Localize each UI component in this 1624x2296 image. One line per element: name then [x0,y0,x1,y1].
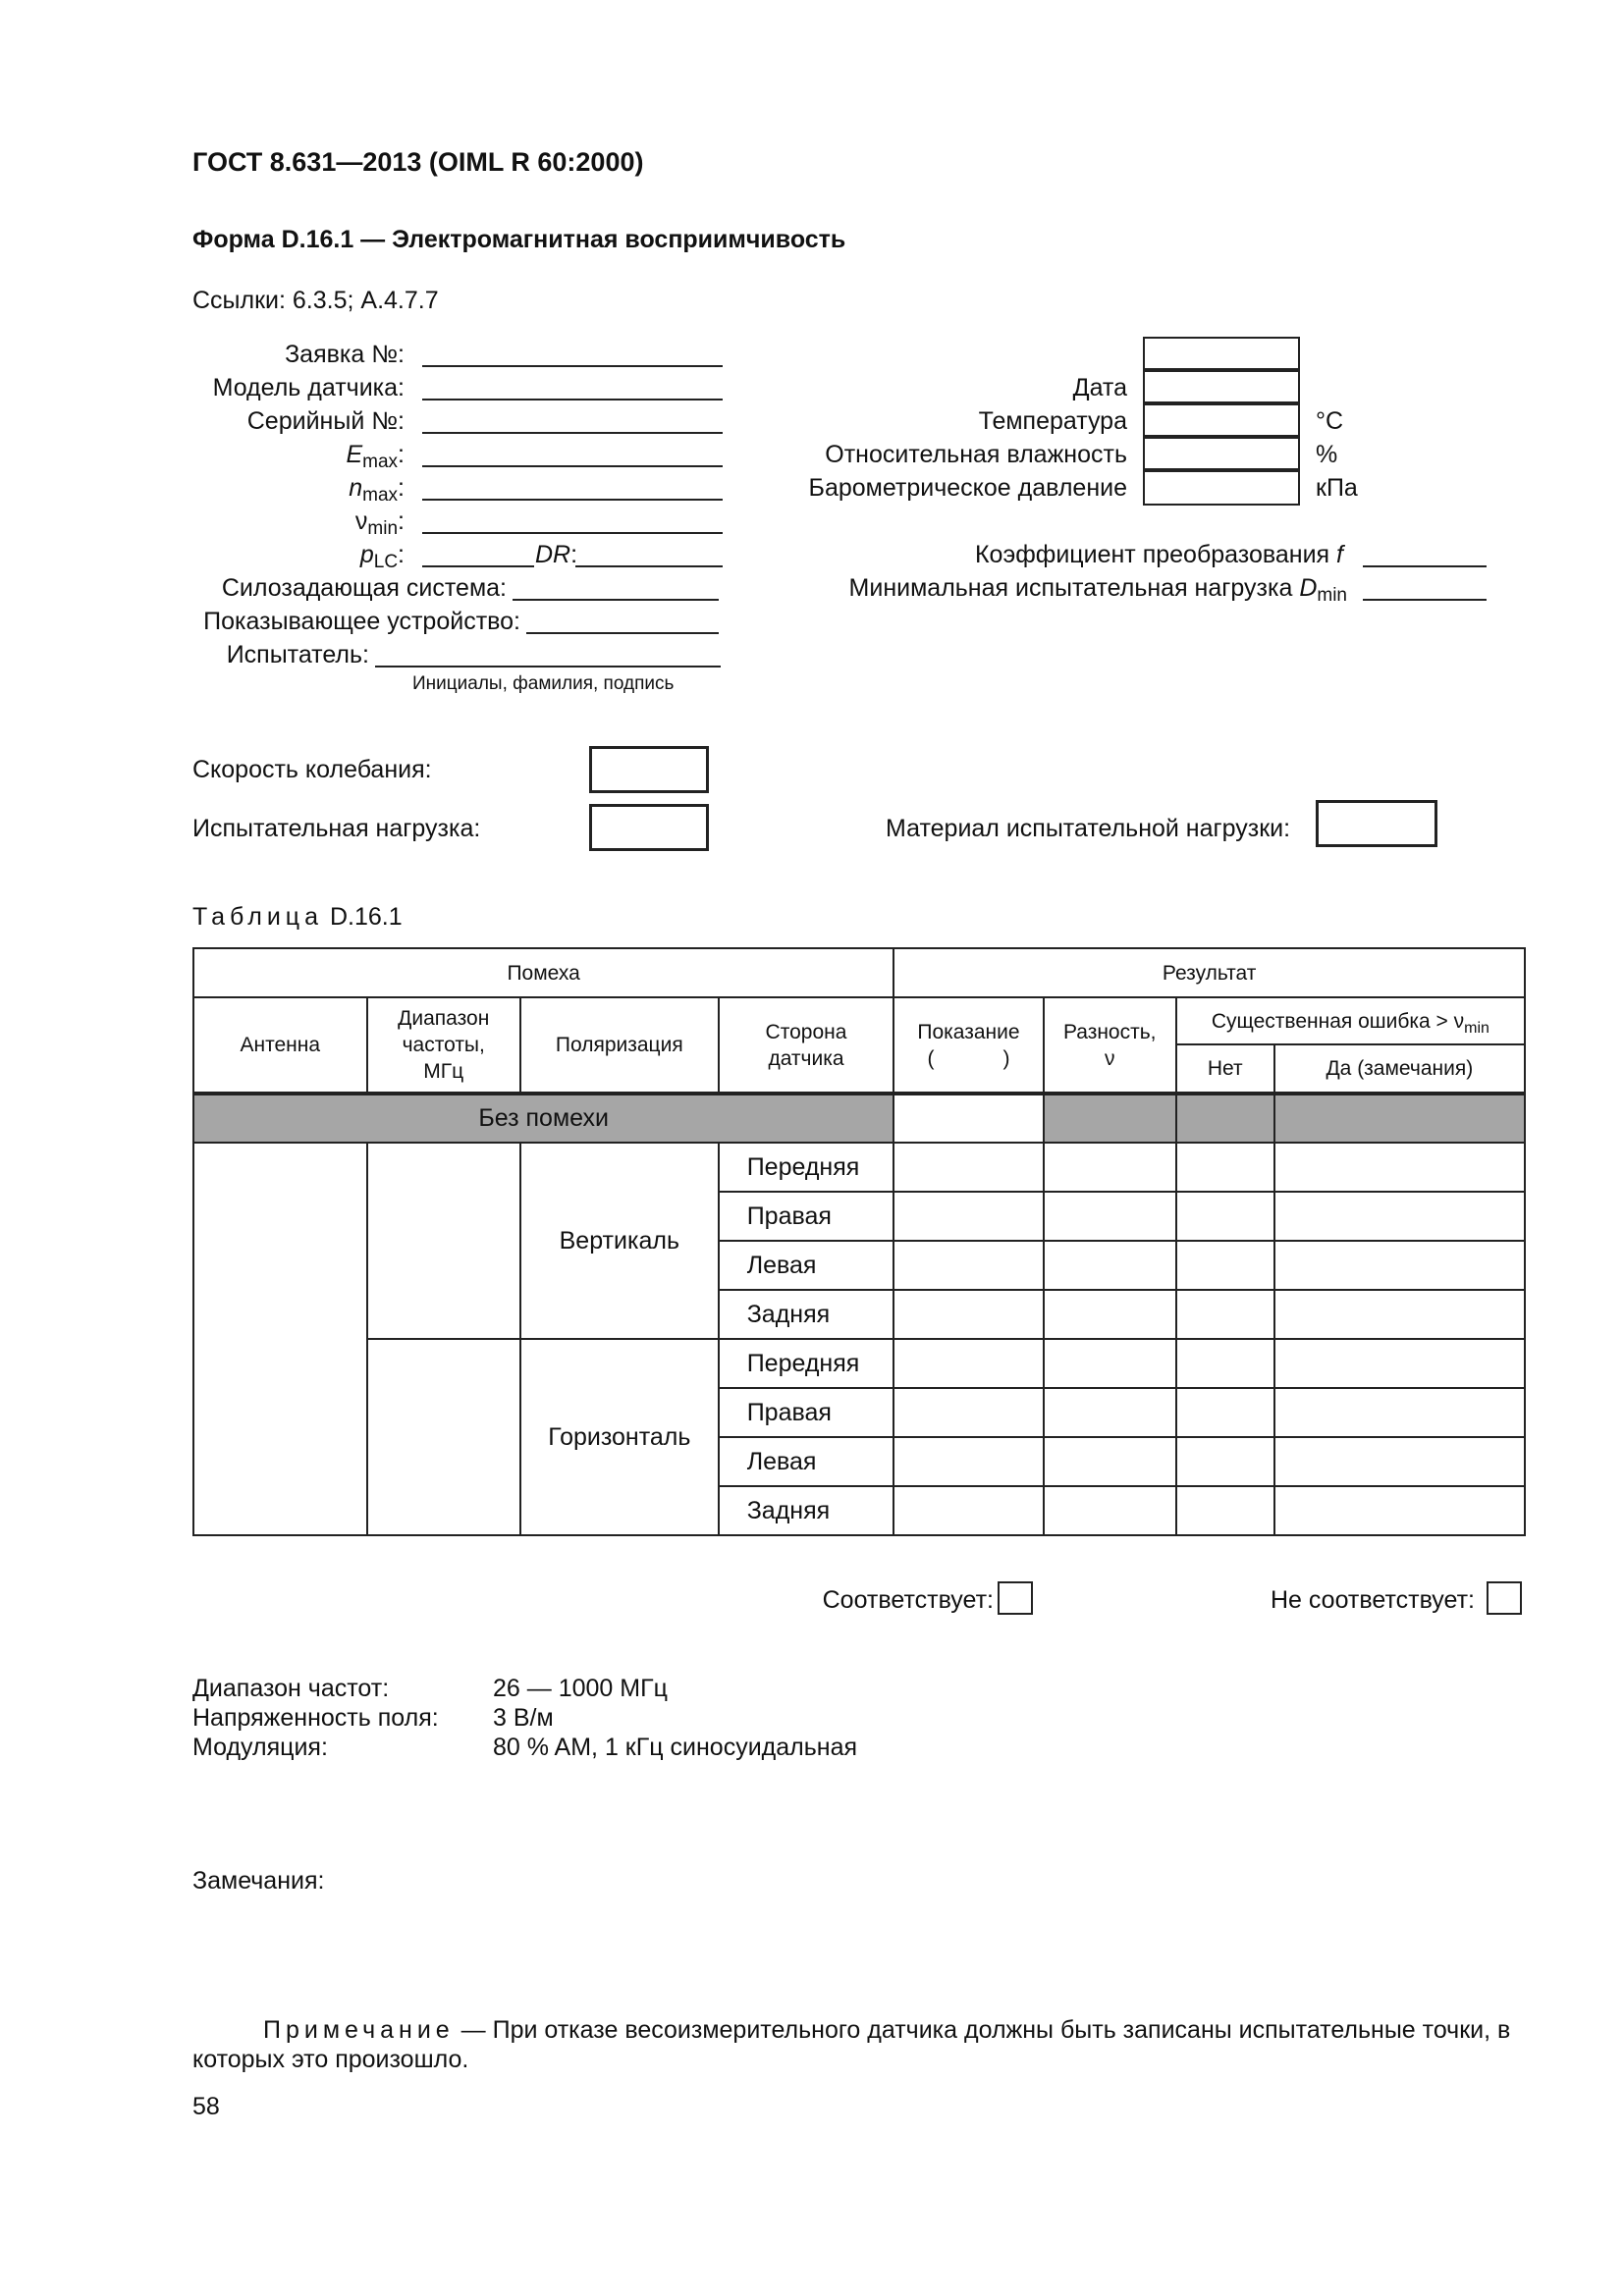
cell-gray [1044,1094,1176,1143]
cell[interactable] [1044,1241,1176,1290]
pressure-box[interactable] [1143,470,1300,506]
header-reading: Показание ( ) [893,997,1043,1094]
cell[interactable] [1176,1486,1274,1535]
cell[interactable] [1176,1290,1274,1339]
cell[interactable] [1274,1143,1525,1192]
not-complies-checkbox[interactable] [1487,1581,1522,1615]
humidity-unit: % [1316,441,1338,468]
indicator-line[interactable] [526,632,719,634]
complies-checkbox[interactable] [998,1581,1033,1615]
complies-label: Соответствует: [822,1586,994,1614]
coef-label: Коэффициент преобразования f [974,541,1343,568]
header-yes: Да (замечания) [1274,1044,1525,1094]
header-significant-error: Существенная ошибка > $\nu_{min}$ [1176,997,1525,1044]
cell[interactable] [1274,1486,1525,1535]
range-label: Диапазон частот: [192,1675,390,1702]
cell[interactable] [1176,1339,1274,1388]
tester-line[interactable] [375,666,721,667]
header-no: Нет [1176,1044,1274,1094]
vmin-label: $\nu_{min}$: [354,507,405,539]
vmin-line[interactable] [422,532,723,534]
cell-gray [1274,1094,1525,1143]
side-right: Правая [719,1192,894,1241]
temp-unit: °C [1316,407,1344,435]
references: Ссылки: 6.3.5; A.4.7.7 [192,287,439,314]
note-line-2: которых это произошло. [192,2046,469,2073]
side-front: Передняя [719,1143,894,1192]
header-side: Сторона датчика [719,997,894,1094]
humidity-label: Относительная влажность [825,441,1127,468]
cell[interactable] [1044,1388,1176,1437]
cell[interactable] [1044,1486,1176,1535]
side-front: Передняя [719,1339,894,1388]
coef-line[interactable] [1363,565,1487,567]
cell[interactable] [1044,1339,1176,1388]
pressure-unit: кПа [1316,474,1358,502]
plc-label: $p_{LC}$: [359,541,405,572]
emax-line[interactable] [422,465,723,467]
cell[interactable] [893,1388,1043,1437]
field-value: 3 В/м [493,1704,554,1732]
cell[interactable] [1044,1437,1176,1486]
header-result: Результат [893,948,1525,997]
date-label: Дата [1072,374,1127,401]
material-box[interactable] [1316,800,1437,847]
cell[interactable] [1274,1437,1525,1486]
blank-box[interactable] [1143,337,1300,370]
cell[interactable] [1044,1143,1176,1192]
range-cell[interactable] [367,1339,520,1535]
material-label: Материал испытательной нагрузки: [886,815,1291,842]
results-table [192,947,1526,1536]
model-line[interactable] [422,399,723,400]
force-line[interactable] [513,599,719,601]
force-label: Силозадающая система: [221,574,507,602]
model-label: Модель датчика: [212,374,405,401]
cell[interactable] [893,1192,1043,1241]
cell[interactable] [893,1339,1043,1388]
cell[interactable] [893,1290,1043,1339]
antenna-cell[interactable] [193,1143,367,1535]
range-value: 26 — 1000 МГц [493,1675,668,1702]
vertical-label: Вертикаль [520,1143,719,1339]
app-no-label: Заявка №: [285,341,405,368]
document-header: ГОСТ 8.631—2013 (OIML R 60:2000) [192,147,644,177]
side-left: Левая [719,1241,894,1290]
side-back: Задняя [719,1290,894,1339]
tester-label: Испытатель: [226,641,369,668]
cell[interactable] [1176,1388,1274,1437]
cell[interactable] [1044,1192,1176,1241]
header-polarization: Поляризация [520,997,719,1094]
serial-label: Серийный №: [246,407,405,435]
header-range: Диапазон частоты, МГц [367,997,520,1094]
plc-line[interactable] [422,565,534,567]
range-cell[interactable] [367,1143,520,1339]
pressure-label: Барометрическое давление [808,474,1127,502]
dr-line[interactable] [575,565,723,567]
emax-label: $E_{max}$: [346,441,405,472]
cell[interactable] [1044,1290,1176,1339]
side-back: Задняя [719,1486,894,1535]
app-no-line[interactable] [422,365,723,367]
side-right: Правая [719,1388,894,1437]
side-left: Левая [719,1437,894,1486]
cell[interactable] [893,1143,1043,1192]
modulation-value: 80 % AM, 1 кГц синосуидальная [493,1734,858,1761]
cell[interactable] [1274,1388,1525,1437]
nmax-line[interactable] [422,499,723,501]
minload-label: Минимальная испытательная нагрузка $D_{min}$ [848,574,1347,606]
modulation-label: Модуляция: [192,1734,328,1761]
speed-label: Скорость колебания: [192,756,432,783]
cell[interactable] [1274,1290,1525,1339]
cell[interactable] [1176,1241,1274,1290]
cell[interactable] [893,1094,1043,1143]
form-title: Форма D.16.1 — Электромагнитная восприимчивость [192,226,846,253]
temp-label: Температура [978,407,1127,435]
temp-box[interactable] [1143,403,1300,437]
cell[interactable] [1274,1339,1525,1388]
table-caption: Таблица D.16.1 [192,903,403,931]
cell[interactable] [893,1241,1043,1290]
cell[interactable] [1176,1192,1274,1241]
cell[interactable] [1176,1143,1274,1192]
cell[interactable] [893,1486,1043,1535]
load-box[interactable] [589,804,709,851]
horizontal-label: Горизонталь [520,1339,719,1535]
speed-box[interactable] [589,746,709,793]
cell[interactable] [893,1437,1043,1486]
remarks-label: Замечания: [192,1867,325,1895]
cell[interactable] [1176,1437,1274,1486]
tester-hint: Инициалы, фамилия, подпись [412,673,675,694]
indicator-label: Показывающее устройство: [203,608,520,635]
load-label: Испытательная нагрузка: [192,815,481,842]
cell[interactable] [1274,1241,1525,1290]
not-complies-label: Не соответствует: [1270,1586,1475,1614]
header-difference: Разность, ν [1044,997,1176,1094]
page-number: 58 [192,2093,220,2120]
field-label: Напряженность поля: [192,1704,439,1732]
nmax-label: $n_{max}$: [349,474,405,506]
cell-gray [1176,1094,1274,1143]
humidity-box[interactable] [1143,437,1300,470]
serial-line[interactable] [422,432,723,434]
no-noise-row: Без помехи [193,1094,893,1143]
minload-line[interactable] [1363,599,1487,601]
dr-label: DR: [535,541,578,568]
cell[interactable] [1274,1192,1525,1241]
header-noise: Помеха [193,948,893,997]
note-line-1: Примечание — При отказе весоизмерительного датчика должны быть записаны испытательные точки, в [263,2016,1511,2044]
header-antenna: Антенна [193,997,367,1094]
date-box[interactable] [1143,370,1300,403]
